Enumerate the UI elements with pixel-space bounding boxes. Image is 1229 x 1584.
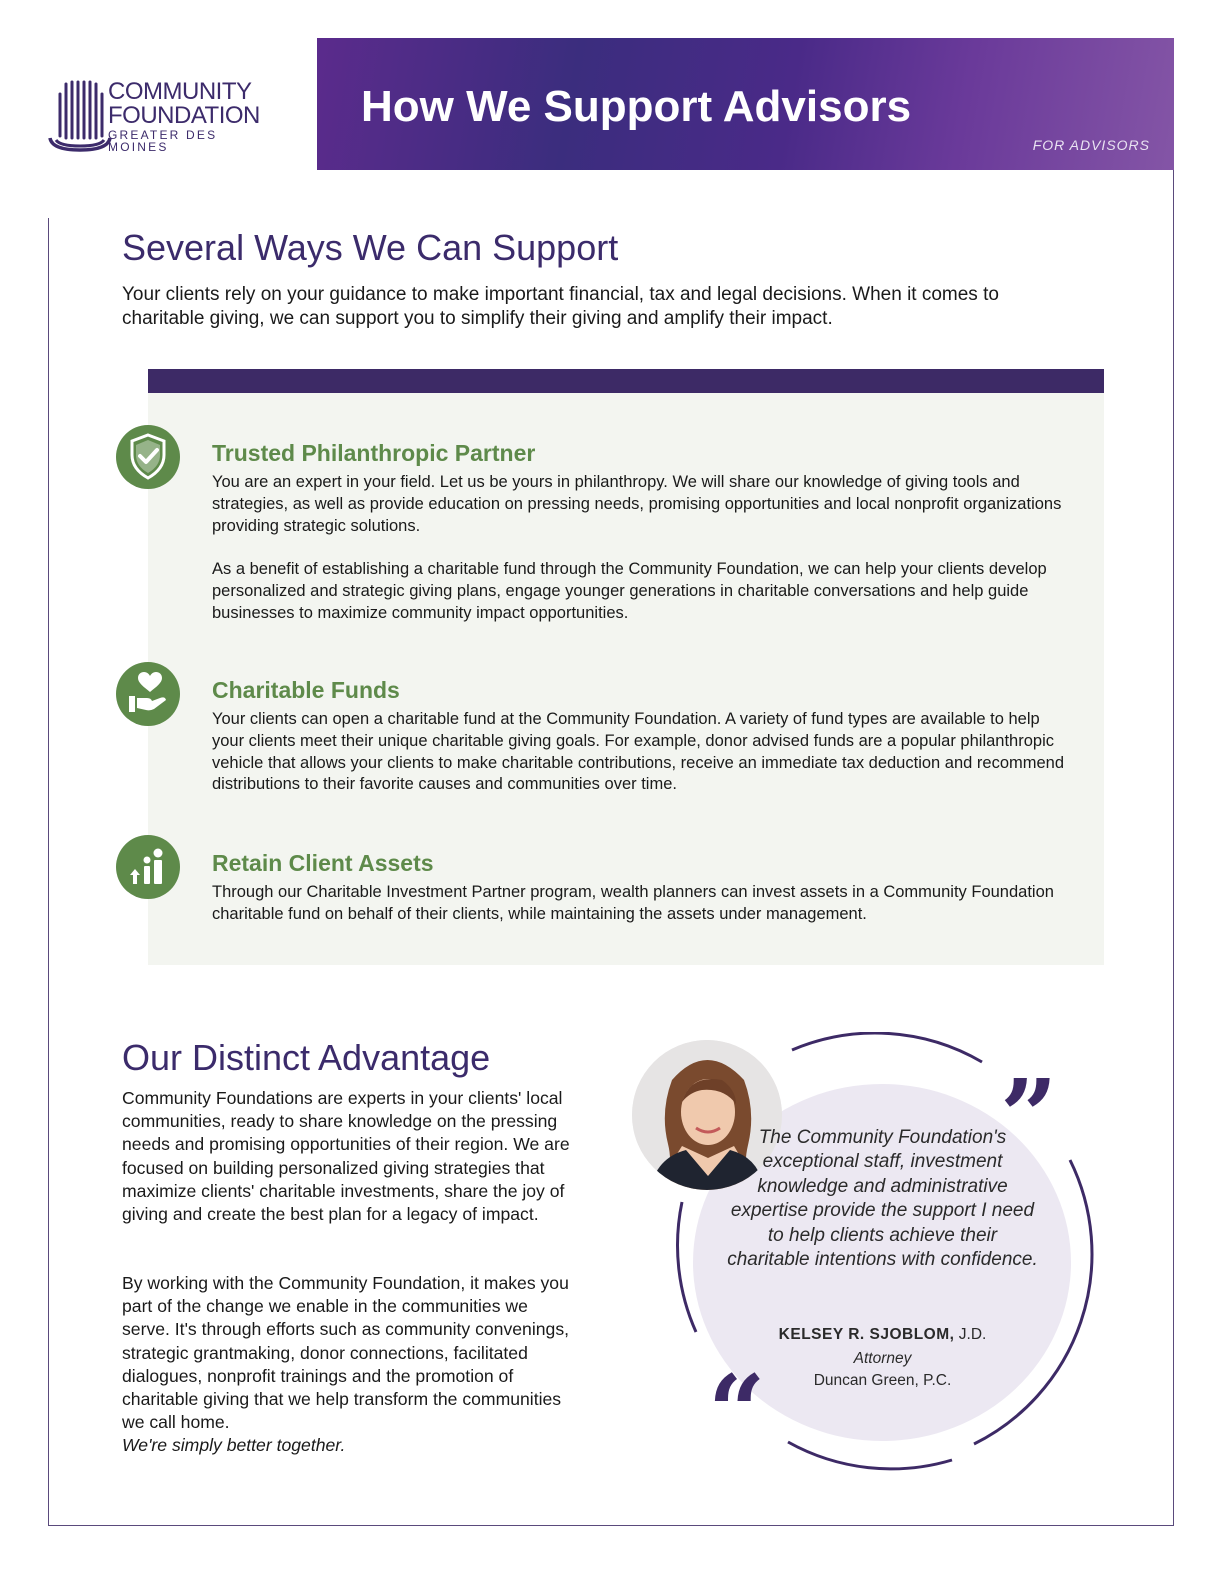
advantage-closing: We're simply better together. xyxy=(122,1435,346,1455)
feature-text-retain-assets: Through our Charitable Investment Partner program, wealth planners can invest assets in a Community Foundation charitable fund on behalf of their clients, while maintaining the assets under management. xyxy=(212,883,1054,923)
feature-title-trusted-partner: Trusted Philanthropic Partner xyxy=(212,440,536,466)
feature-icon-badge-1 xyxy=(116,425,180,489)
testimonial-name-line xyxy=(725,1326,1040,1344)
feature-text-trusted-partner-1: You are an expert in your field. Let us be yours in philanthropy. We will share our knowledge of giving tools and strategies, as well as provide education on pressing needs, promising opportunities and local nonprofit organizations providing strategic solutions. xyxy=(212,473,1062,535)
logo-line-community: COMMUNITY xyxy=(108,78,252,105)
column-logo-icon xyxy=(48,78,112,154)
frame-right-line xyxy=(1173,170,1174,1526)
testimonial-name: KELSEY R. SJOBLOM, xyxy=(778,1326,955,1343)
header-banner xyxy=(317,38,1174,170)
support-intro: Your clients rely on your guidance to make important financial, tax and legal decisions. When it comes to charitable giving, we can support you to simplify their giving and amplify their impact. xyxy=(122,284,999,329)
audience-tag: FOR ADVISORS xyxy=(1032,137,1150,153)
feature-title-retain-assets: Retain Client Assets xyxy=(212,850,434,876)
opening-quote-mark-icon: “ xyxy=(708,1353,766,1471)
hand-heart-icon xyxy=(116,662,180,726)
testimonial-quote: The Community Foundation's exceptional staff, investment knowledge and administrative expertise provide the support I need to help clients achieve their charitable intentions with confidence. xyxy=(727,1127,1038,1271)
closing-quote-mark-icon: ” xyxy=(1000,1057,1058,1175)
people-growth-icon xyxy=(116,835,180,899)
advantage-heading: Our Distinct Advantage xyxy=(122,1037,491,1078)
feature-text-trusted-partner-2: As a benefit of establishing a charitable fund through the Community Foundation, we can help your clients develop personalized and strategic giving plans, engage younger generations in charitable conversations and help guide businesses to maximize community impact opportunities. xyxy=(212,560,1047,622)
shield-check-icon xyxy=(116,425,180,489)
feature-icon-badge-2 xyxy=(116,662,180,726)
logo-line-location: GREATER DES MOINES xyxy=(108,128,218,154)
feature-title-charitable-funds: Charitable Funds xyxy=(212,677,400,703)
page-title: How We Support Advisors xyxy=(361,82,912,131)
community-foundation-logo xyxy=(48,78,278,158)
testimonial-role: Attorney xyxy=(853,1350,912,1367)
panel-top-bar xyxy=(148,369,1104,393)
feature-text-charitable-funds: Your clients can open a charitable fund at the Community Foundation. A variety of fund types are available to help your clients meet their unique charitable giving goals. For example, donor advised funds are a popular philanthropic vehicle that allows your clients to make charitable contributions, receive an immediate tax deduction and recommend distributions to their favorite causes and communities over time. xyxy=(212,710,1065,794)
logo-line-foundation: FOUNDATION xyxy=(108,102,260,129)
testimonial-credential: J.D. xyxy=(954,1326,987,1343)
advantage-paragraph-2: By working with the Community Foundation, it makes you part of the change we enable in the communities we serve. It's through efforts such as community convenings, strategic grantmaking, donor connections, facilitated dialogues, nonprofit trainings and the promotion of charitable giving that we help transform the communities we call home. xyxy=(122,1273,569,1433)
frame-left-line xyxy=(48,218,49,1526)
testimonial-organization: Duncan Green, P.C. xyxy=(813,1372,952,1389)
support-heading: Several Ways We Can Support xyxy=(122,227,619,268)
feature-icon-badge-3 xyxy=(116,835,180,899)
frame-bottom-line xyxy=(48,1525,1174,1526)
advantage-paragraph-1: Community Foundations are experts in your clients' local communities, ready to share knowledge on the pressing needs and promising opportunities of their region. We are focused on building personalized giving strategies that maximize clients' charitable investments, share the joy of giving and create the best plan for a legacy of impact. xyxy=(122,1088,570,1225)
